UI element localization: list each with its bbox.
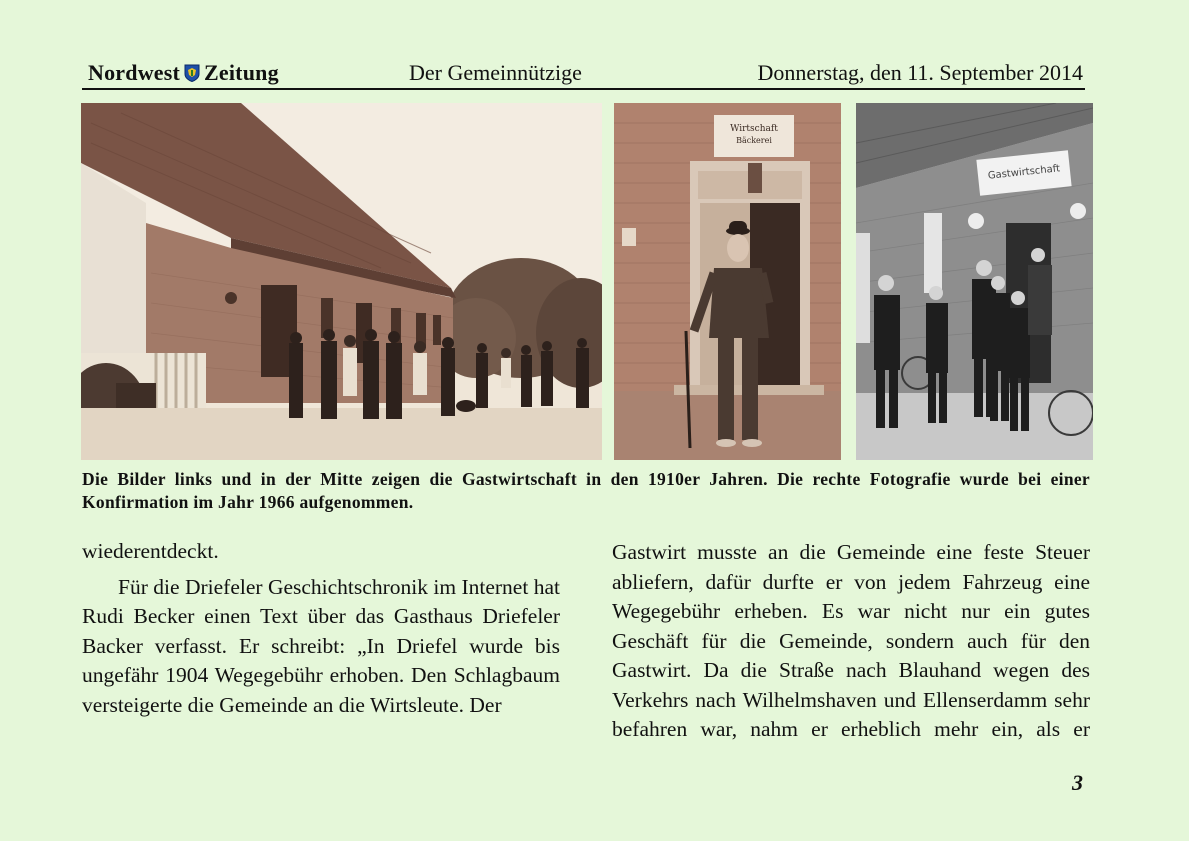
crest-icon xyxy=(184,64,200,82)
photo-confirmation-1966 xyxy=(856,103,1093,460)
sign-text-2: Bäckerei xyxy=(736,136,772,145)
page-number: 3 xyxy=(1072,770,1083,795)
article-paragraph: Gastwirt musste an die Gemeinde eine feste Steuer abliefern, dafür durfte er von jedem Fahrzeug eine Wegegebühr erheben. Es war nicht nur ein gutes Geschäft für die Gemeinde, sondern auch für den Gastwirt. Da die Straße nach Blauhand wegen des Verkehrs nach Wilhelmshaven und Ellenserdamm sehr befahren war, nahm er erheblich mehr ein, als er xyxy=(612,540,1090,741)
section-title: Der Gemeinnützige xyxy=(409,60,582,85)
brand-left: Nordwest xyxy=(88,60,181,85)
issue-date: Donnerstag, den 11. September 2014 xyxy=(757,60,1083,85)
article-paragraph: Für die Driefeler Geschichtschronik im Internet hat Rudi Becker einen Text über das Gasthaus Driefeler Backer verfasst. Er schreibt: „In Driefel wurde bis ungefähr 1904 Wegegebühr erhoben. Den Schlagbaum versteigerte die Gemeinde an die Wirtsleute. Der xyxy=(82,574,560,717)
photo-caption: Die Bilder links und in der Mitte zeigen die Gastwirtschaft in den 1910er Jahren. Die rechte Fotografie wurde bei einer Konfirmation im Jahr 1966 aufgenommen. xyxy=(82,469,1090,512)
article-paragraph: wiederentdeckt. xyxy=(82,539,219,563)
photo-innkeeper-doorway xyxy=(614,103,841,460)
sign-text-1: Wirtschaft xyxy=(730,124,778,134)
sign-text-3: Gastwirtschaft xyxy=(987,163,1061,182)
photo-inn-1910s-exterior xyxy=(81,103,602,460)
brand-right: Zeitung xyxy=(204,60,279,85)
newspaper-masthead xyxy=(88,60,279,86)
article-column-right xyxy=(612,538,1090,745)
page-header xyxy=(82,58,1085,90)
article-column-left xyxy=(82,537,560,720)
